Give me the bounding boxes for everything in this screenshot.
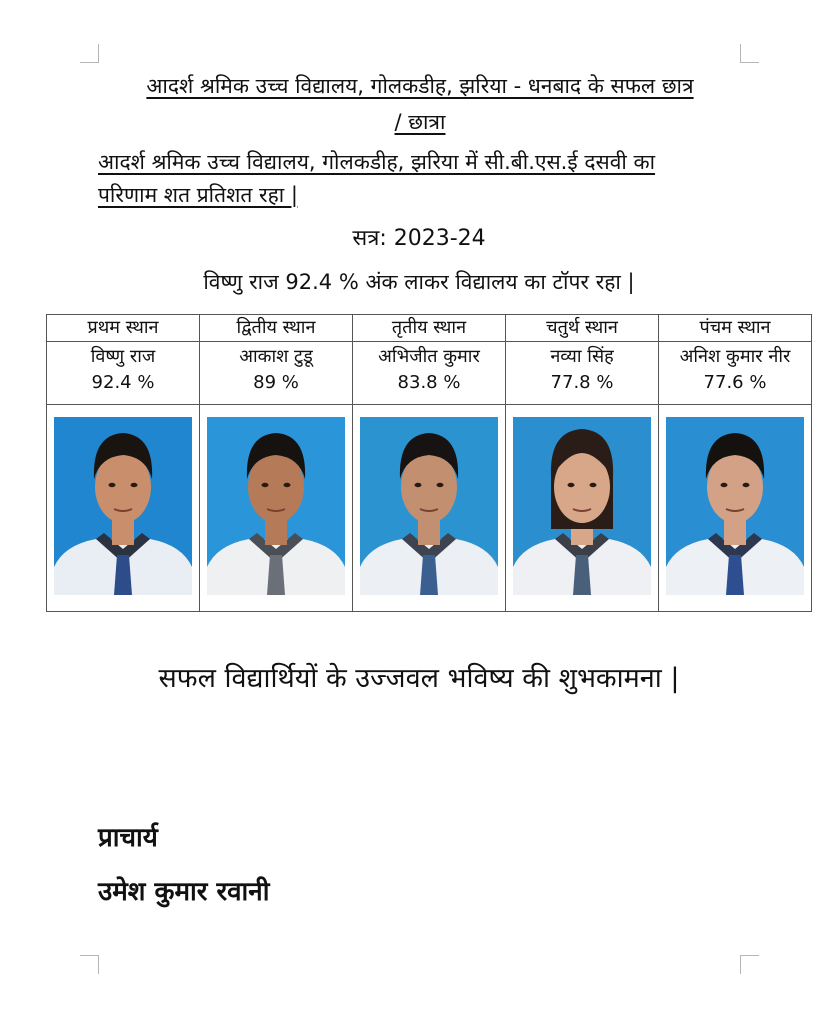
position-cell: तृतीय स्थान — [353, 315, 506, 342]
portrait-part — [726, 555, 744, 595]
photo-row — [47, 405, 812, 612]
student-score: 77.6 % — [703, 372, 767, 393]
portrait-part — [262, 483, 269, 487]
student-score: 92.4 % — [91, 372, 155, 393]
portrait-part — [437, 483, 444, 487]
student-photo — [666, 417, 804, 595]
portrait-illustration — [207, 417, 345, 595]
topper-line: विष्णु राज 92.4 % अंक लाकर विद्यालय का टॉपर रहा | — [203, 270, 635, 294]
student-photo — [54, 417, 192, 595]
student-score: 89 % — [253, 372, 299, 393]
portrait-part — [131, 483, 138, 487]
toppers-table — [46, 314, 812, 612]
photo-cell — [659, 405, 812, 612]
student-name: विष्णु राज — [90, 346, 156, 367]
position-cell: प्रथम स्थान — [47, 315, 200, 342]
best-wishes-line: सफल विद्यार्थियों के उज्जवल भविष्य की शुभकामना | — [158, 663, 680, 694]
position-cell: पंचम स्थान — [659, 315, 812, 342]
photo-cell — [353, 405, 506, 612]
portrait-part — [420, 555, 438, 595]
portrait-part — [590, 483, 597, 487]
photo-cell — [506, 405, 659, 612]
portrait-part — [415, 483, 422, 487]
portrait-part — [267, 555, 285, 595]
portrait-part — [573, 555, 591, 595]
result-statement-line-1: आदर्श श्रमिक उच्च विद्यालय, गोलकडीह, झरिया में सी.बी.एस.ई दसवी का — [98, 150, 656, 174]
student-score: 83.8 % — [397, 372, 461, 393]
heading-line-1: आदर्श श्रमिक उच्च विद्यालय, गोलकडीह, झरिया - धनबाद के सफल छात्र — [146, 74, 694, 98]
student-name: नव्या सिंह — [550, 346, 614, 367]
portrait-illustration — [360, 417, 498, 595]
signatory-title: प्राचार्य — [98, 823, 158, 853]
heading-line-2: / छात्रा — [394, 110, 446, 134]
portrait-illustration — [666, 417, 804, 595]
portrait-illustration — [513, 417, 651, 595]
student-photo — [360, 417, 498, 595]
page-corner-mark — [80, 955, 99, 974]
page-corner-mark — [80, 44, 99, 63]
name-score-cell — [659, 342, 812, 405]
name-score-cell — [47, 342, 200, 405]
position-cell: चतुर्थ स्थान — [506, 315, 659, 342]
page-corner-mark — [740, 44, 759, 63]
portrait-part — [109, 483, 116, 487]
signatory-name: उमेश कुमार रवानी — [98, 877, 270, 907]
photo-cell — [200, 405, 353, 612]
student-name: अभिजीत कुमार — [378, 346, 480, 367]
student-photo — [207, 417, 345, 595]
result-statement — [98, 146, 758, 212]
portrait-part — [568, 483, 575, 487]
portrait-part — [114, 555, 132, 595]
position-cell: द्वितीय स्थान — [200, 315, 353, 342]
name-score-row — [47, 342, 812, 405]
name-score-cell — [353, 342, 506, 405]
student-name: आकाश टुडू — [239, 346, 313, 367]
name-score-cell — [506, 342, 659, 405]
student-photo — [513, 417, 651, 595]
student-name: अनिश कुमार नीर — [679, 346, 791, 367]
result-statement-line-2: परिणाम शत प्रतिशत रहा | — [98, 183, 298, 207]
name-score-cell — [200, 342, 353, 405]
session-label: सत्र: 2023-24 — [352, 226, 486, 251]
portrait-part — [721, 483, 728, 487]
document-heading — [60, 68, 780, 140]
photo-cell — [47, 405, 200, 612]
portrait-part — [284, 483, 291, 487]
portrait-part — [743, 483, 750, 487]
position-row — [47, 315, 812, 342]
student-score: 77.8 % — [550, 372, 614, 393]
page-corner-mark — [740, 955, 759, 974]
portrait-illustration — [54, 417, 192, 595]
